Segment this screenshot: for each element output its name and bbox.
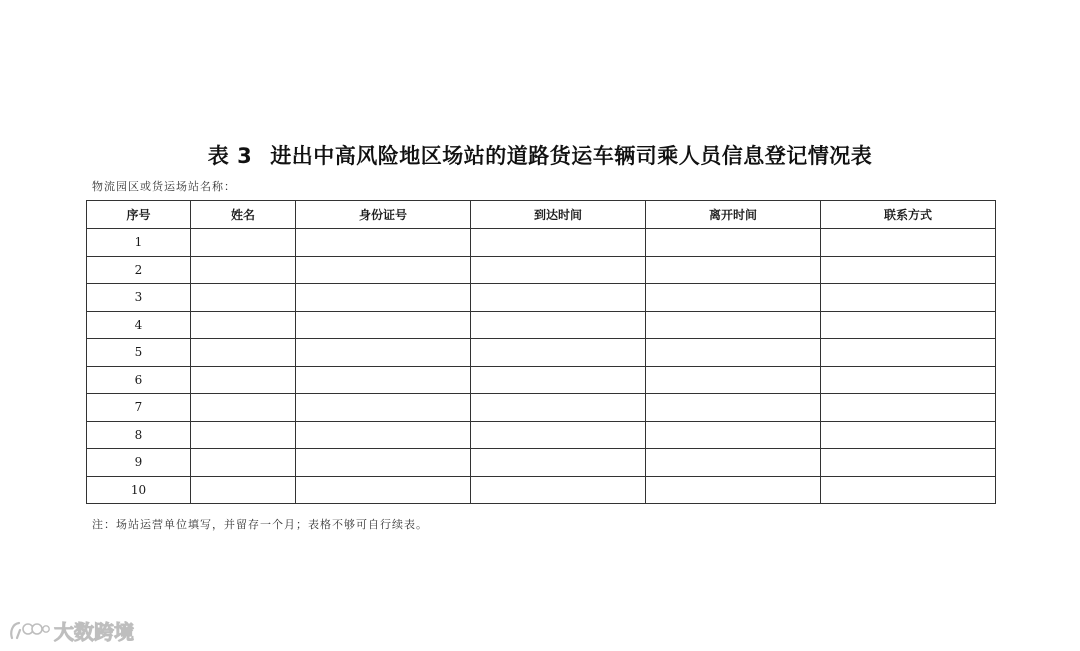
contact-cell [821,284,996,312]
row-serial: 10 [87,476,191,504]
departure-time-cell [646,339,821,367]
id-number-cell [296,339,471,367]
id-number-cell [296,229,471,257]
watermark [8,616,134,645]
name-cell [191,476,296,504]
arrival-time-cell [471,311,646,339]
row-serial: 8 [87,421,191,449]
registration-table [86,200,996,504]
arrival-time-cell [471,421,646,449]
header-serial: 序号 [87,201,191,229]
name-cell [191,449,296,477]
table-row [87,366,996,394]
contact-cell [821,366,996,394]
id-number-cell [296,311,471,339]
departure-time-cell [646,421,821,449]
watermark-text: 大数跨境 [54,620,134,644]
id-number-cell [296,394,471,422]
name-cell [191,366,296,394]
contact-cell [821,311,996,339]
departure-time-cell [646,229,821,257]
row-serial: 1 [87,229,191,257]
contact-cell [821,256,996,284]
contact-cell [821,449,996,477]
departure-time-cell [646,366,821,394]
arrival-time-cell [471,366,646,394]
departure-time-cell [646,476,821,504]
name-cell [191,339,296,367]
departure-time-cell [646,256,821,284]
id-number-cell [296,449,471,477]
name-cell [191,284,296,312]
arrival-time-cell [471,394,646,422]
table-row [87,256,996,284]
table-row [87,394,996,422]
arrival-time-cell [471,229,646,257]
contact-cell [821,339,996,367]
contact-cell [821,421,996,449]
id-number-cell [296,256,471,284]
name-cell [191,421,296,449]
table-row [87,311,996,339]
departure-time-cell [646,449,821,477]
arrival-time-cell [471,284,646,312]
table-row [87,449,996,477]
table-number: 表 3 [207,144,253,168]
watermark-logo-icon [8,620,50,642]
id-number-cell [296,476,471,504]
table-row [87,476,996,504]
row-serial: 2 [87,256,191,284]
table-row [87,421,996,449]
title-text: 进出中高风险地区场站的道路货运车辆司乘人员信息登记情况表 [270,144,873,168]
arrival-time-cell [471,449,646,477]
unit-name-label: 物流园区或货运场站名称： [92,180,236,193]
header-departure-time: 离开时间 [646,201,821,229]
row-serial: 7 [87,394,191,422]
departure-time-cell [646,311,821,339]
departure-time-cell [646,284,821,312]
header-id-number: 身份证号 [296,201,471,229]
id-number-cell [296,366,471,394]
name-cell [191,394,296,422]
row-serial: 9 [87,449,191,477]
table-row [87,284,996,312]
footnote: 注：场站运营单位填写，并留存一个月；表格不够可自行续表。 [92,518,428,531]
id-number-cell [296,421,471,449]
header-contact: 联系方式 [821,201,996,229]
row-serial: 3 [87,284,191,312]
contact-cell [821,229,996,257]
id-number-cell [296,284,471,312]
row-serial: 6 [87,366,191,394]
contact-cell [821,476,996,504]
table-header-row [87,201,996,229]
table-row [87,229,996,257]
table-row [87,339,996,367]
row-serial: 4 [87,311,191,339]
arrival-time-cell [471,476,646,504]
arrival-time-cell [471,339,646,367]
header-arrival-time: 到达时间 [471,201,646,229]
name-cell [191,229,296,257]
contact-cell [821,394,996,422]
name-cell [191,311,296,339]
header-name: 姓名 [191,201,296,229]
arrival-time-cell [471,256,646,284]
name-cell [191,256,296,284]
departure-time-cell [646,394,821,422]
row-serial: 5 [87,339,191,367]
page-title [0,140,1080,170]
